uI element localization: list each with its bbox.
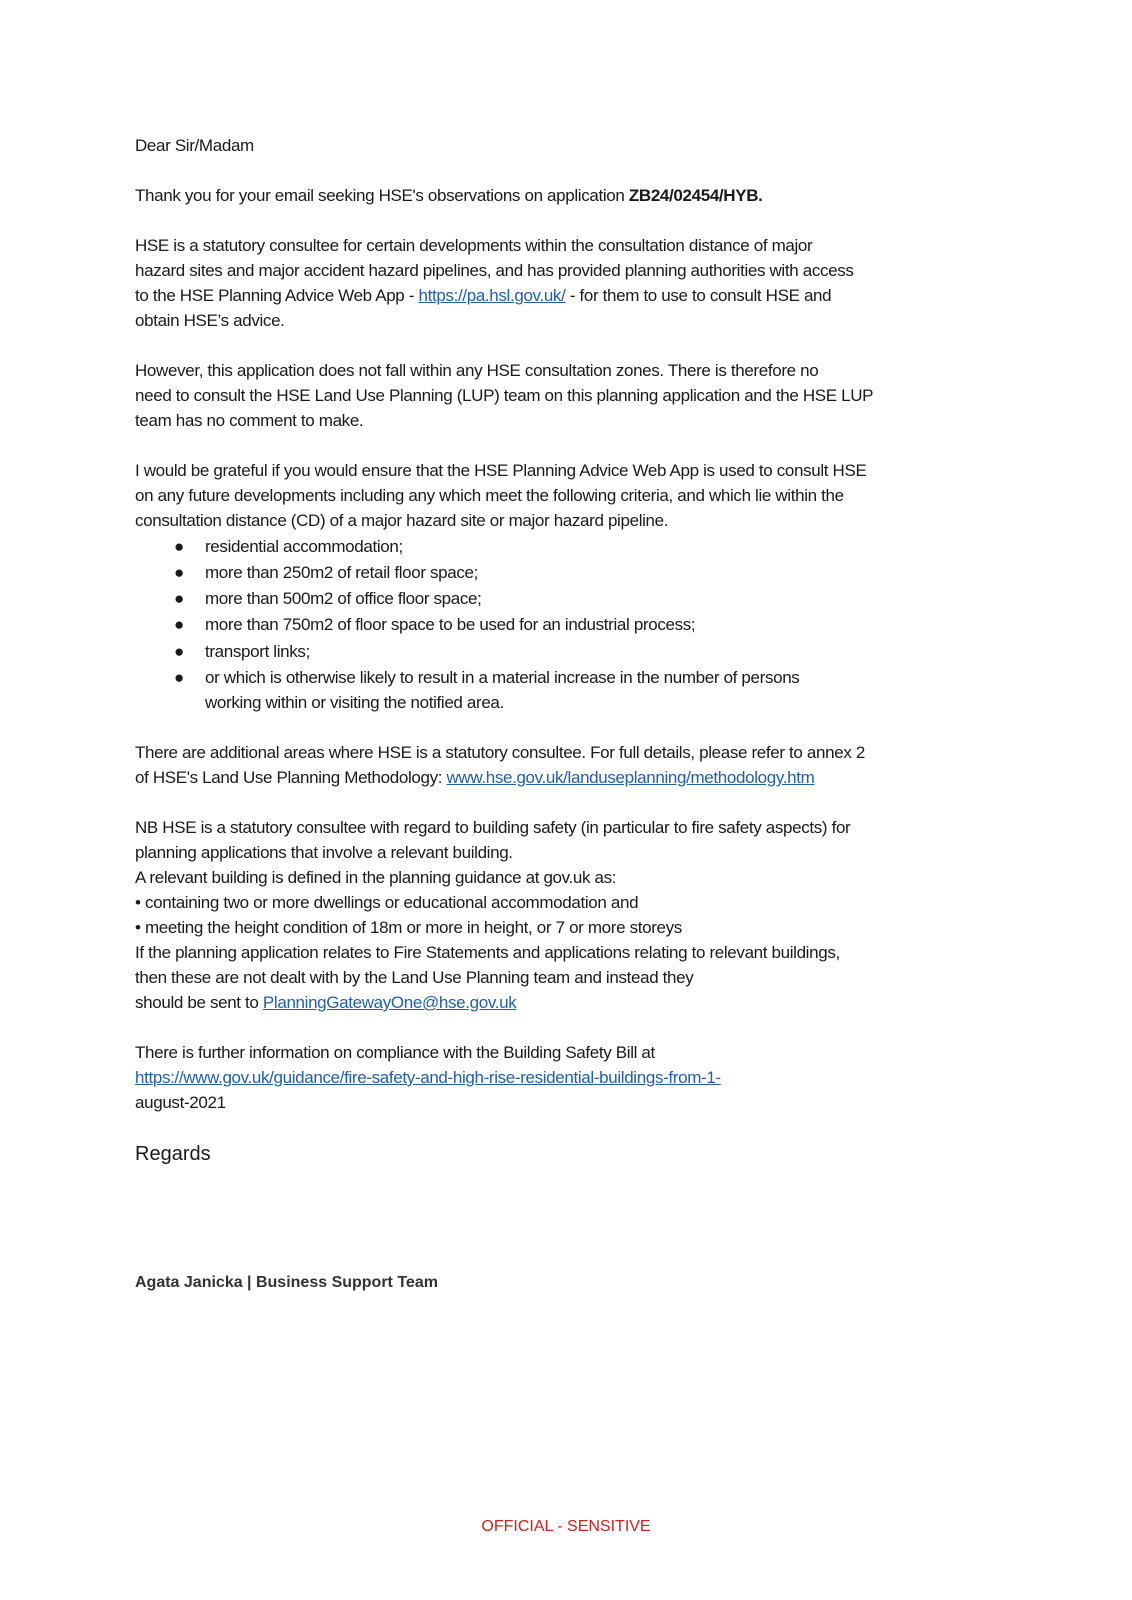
list-item-text: more than 500m2 of office floor space;: [205, 589, 482, 608]
text-line: I would be grateful if you would ensure that the HSE Planning Advice Web App is used to consult HSE: [135, 461, 867, 480]
list-item-continuation: working within or visiting the notified area.: [205, 693, 504, 712]
building-safety-guidance-link[interactable]: https://www.gov.uk/guidance/fire-safety-and-high-rise-residential-buildings-from-1-: [135, 1068, 721, 1087]
planning-advice-link[interactable]: https://pa.hsl.gov.uk/: [418, 286, 566, 305]
text-line: A relevant building is defined in the planning guidance at gov.uk as:: [135, 868, 617, 887]
methodology-link[interactable]: www.hse.gov.uk/landuseplanning/methodology.htm: [446, 768, 815, 787]
text-line: need to consult the HSE Land Use Planning (LUP) team on this planning application and the HSE LUP: [135, 386, 874, 405]
text-line: team has no comment to make.: [135, 411, 364, 430]
greeting: Dear Sir/Madam: [135, 136, 254, 155]
planning-gateway-email-link[interactable]: PlanningGatewayOne@hse.gov.uk: [262, 993, 517, 1012]
text-line: NB HSE is a statutory consultee with regard to building safety (in particular to fire safety aspects) for: [135, 818, 851, 837]
text-line: [135, 766, 814, 790]
application-reference: ZB24/02454/HYB.: [628, 186, 763, 205]
text-line: obtain HSE’s advice.: [135, 311, 285, 330]
text-segment: - for them to use to consult HSE and: [565, 286, 832, 305]
text-line: [135, 1066, 721, 1090]
intro-text: Thank you for your email seeking HSE's observations on application: [135, 186, 629, 205]
list-item: [174, 561, 479, 585]
text-line: There is further information on compliance with the Building Safety Bill at: [135, 1043, 655, 1062]
text-line: [135, 284, 831, 308]
text-line: There are additional areas where HSE is a statutory consultee. For full details, please refer to annex 2: [135, 743, 865, 762]
text-line: However, this application does not fall within any HSE consultation zones. There is therefore no: [135, 361, 819, 380]
bullet-icon: ●: [174, 615, 184, 634]
bullet-icon: ●: [174, 642, 184, 661]
list-item: [174, 613, 696, 637]
list-item: [174, 666, 800, 690]
intro-paragraph: [135, 184, 763, 208]
list-item-text: transport links;: [205, 642, 310, 661]
list-item: [174, 640, 310, 664]
bullet-icon: ●: [174, 668, 184, 687]
text-line: hazard sites and major accident hazard pipelines, and has provided planning authorities with access: [135, 261, 854, 280]
bullet-icon: ●: [174, 589, 184, 608]
text-line: planning applications that involve a relevant building.: [135, 843, 513, 862]
text-line: [135, 991, 516, 1015]
list-item-text: or which is otherwise likely to result in a material increase in the number of persons: [205, 668, 800, 687]
signature: Agata Janicka | Business Support Team: [135, 1274, 438, 1291]
bullet-icon: ●: [174, 537, 184, 556]
list-item: [174, 587, 482, 611]
bullet-icon: ●: [174, 563, 184, 582]
text-line: on any future developments including any which meet the following criteria, and which lie within the: [135, 486, 844, 505]
text-line: • meeting the height condition of 18m or more in height, or 7 or more storeys: [135, 918, 682, 937]
text-line: then these are not dealt with by the Land Use Planning team and instead they: [135, 968, 694, 987]
list-item-text: residential accommodation;: [205, 537, 403, 556]
text-line: august-2021: [135, 1093, 226, 1112]
text-segment: should be sent to: [135, 993, 263, 1012]
text-segment: to the HSE Planning Advice Web App -: [135, 286, 419, 305]
classification-footer: OFFICIAL - SENSITIVE: [481, 1518, 651, 1535]
list-item: [174, 535, 403, 559]
text-line: If the planning application relates to Fire Statements and applications relating to relevant buildings,: [135, 943, 840, 962]
closing-regards: Regards: [135, 1143, 211, 1165]
text-line: • containing two or more dwellings or educational accommodation and: [135, 893, 639, 912]
list-item-text: more than 250m2 of retail floor space;: [205, 563, 479, 582]
text-line: consultation distance (CD) of a major hazard site or major hazard pipeline.: [135, 511, 669, 530]
text-line: HSE is a statutory consultee for certain developments within the consultation distance of major: [135, 236, 813, 255]
list-item-text: more than 750m2 of floor space to be used for an industrial process;: [205, 615, 696, 634]
text-segment: of HSE's Land Use Planning Methodology:: [135, 768, 447, 787]
